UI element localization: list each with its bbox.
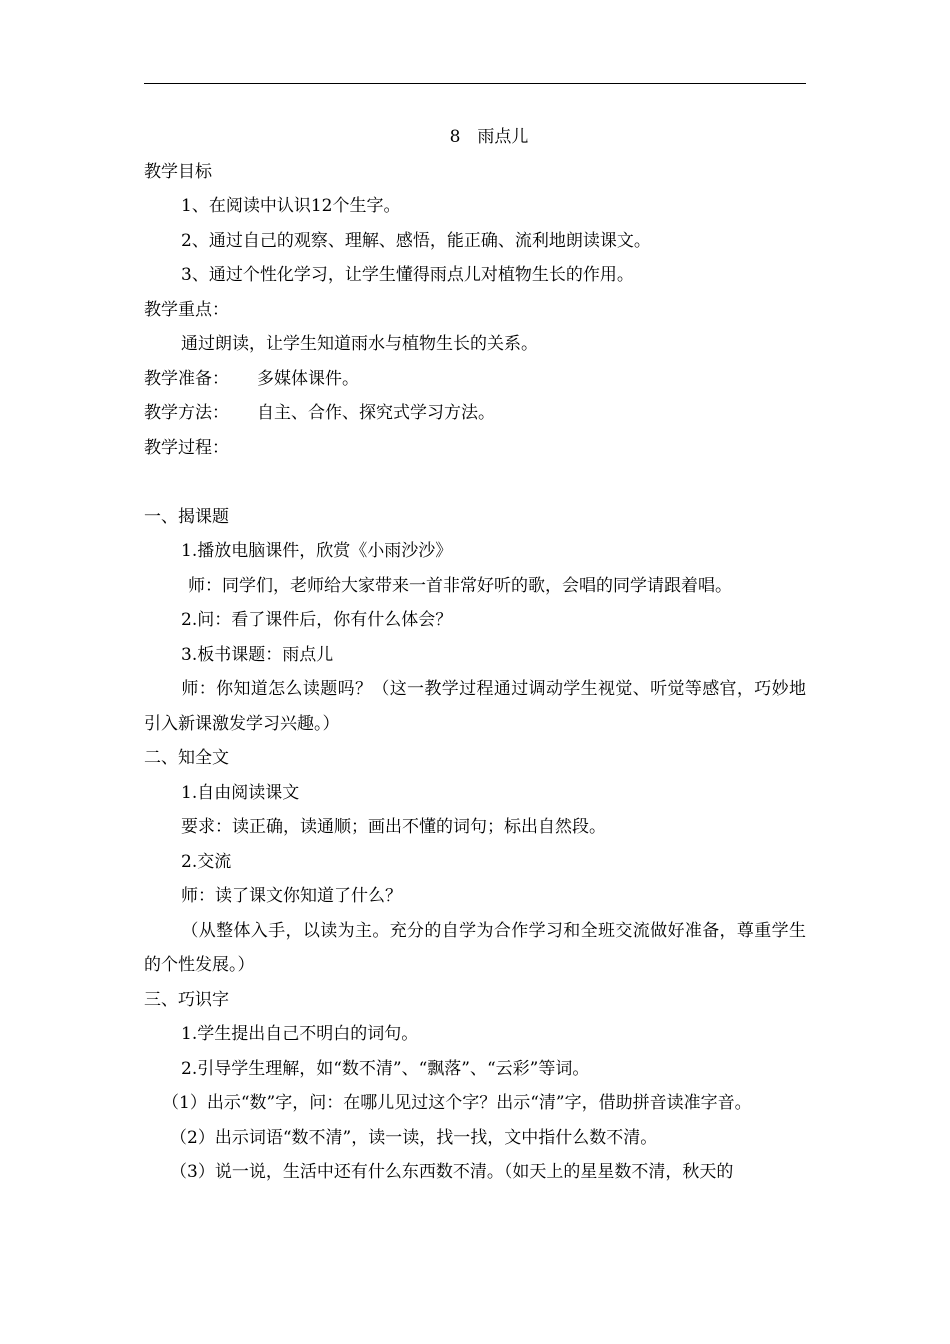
method-value: 自主、合作、探究式学习方法。 [257,403,495,423]
objective-item: 2、通过自己的观察、理解、感悟，能正确、流利地朗读课文。 [181,230,651,251]
blank-line [144,465,806,500]
section-note: （从整体入手，以读为主。充分的自学为合作学习和全班交流做好准备，尊重学生的个性发展。） [144,920,806,975]
section-heading: 一、揭课题 [144,506,229,527]
section-line: 师：同学们，老师给大家带来一首非常好听的歌，会唱的同学请跟着唱。 [188,575,732,596]
preparation-row [144,362,806,397]
sub-item: （2）出示词语“数不清”，读一读，找一找，文中指什么数不清。 [170,1127,658,1148]
focus-text: 通过朗读，让学生知道雨水与植物生长的关系。 [181,334,538,354]
document-body [144,120,806,1190]
focus-heading: 教学重点： [144,299,229,320]
objective-item: 1、在阅读中认识12个生字。 [181,196,401,216]
objective-item: 3、通过个性化学习，让学生懂得雨点儿对植物生长的作用。 [181,265,634,285]
section-line: 2.问：看了课件后，你有什么体会？ [181,610,453,630]
section-line: 3.板书课题：雨点儿 [181,644,334,665]
section-line: 1.学生提出自己不明白的词句。 [181,1024,419,1044]
section-line: 1.播放电脑课件，欣赏《小雨沙沙》 [181,541,453,561]
section-line: 2.引导学生理解，如“数不清”、“飘落”、“云彩”等词。 [181,1058,590,1079]
objectives-heading: 教学目标 [144,161,212,182]
section-heading: 二、知全文 [144,748,229,768]
preparation-value: 多媒体课件。 [257,368,359,389]
lesson-title: 8 雨点儿 [449,127,529,147]
section-line: 2.交流 [181,851,232,872]
section-line: 师：读了课文你知道了什么？ [181,886,402,906]
method-row [144,396,806,431]
sub-item: （1）出示“数”字，问：在哪儿见过这个字？出示“清”字，借助拼音读准字音。 [162,1093,752,1113]
section-line: 要求：读正确，读通顺；画出不懂的词句；标出自然段。 [181,817,606,837]
method-label: 教学方法： [144,403,229,423]
sub-item: （3）说一说，生活中还有什么东西数不清。（如天上的星星数不清，秋天的 [170,1162,734,1182]
preparation-label: 教学准备： [144,368,229,389]
section-line: 1.自由阅读课文 [181,782,300,803]
header-rule [144,83,806,84]
section-heading: 三、巧识字 [144,989,229,1010]
section-note: 师：你知道怎么读题吗？（这一教学过程通过调动学生视觉、听觉等感官，巧妙地引入新课激发学习兴趣。） [144,679,806,734]
process-heading: 教学过程： [144,437,229,458]
